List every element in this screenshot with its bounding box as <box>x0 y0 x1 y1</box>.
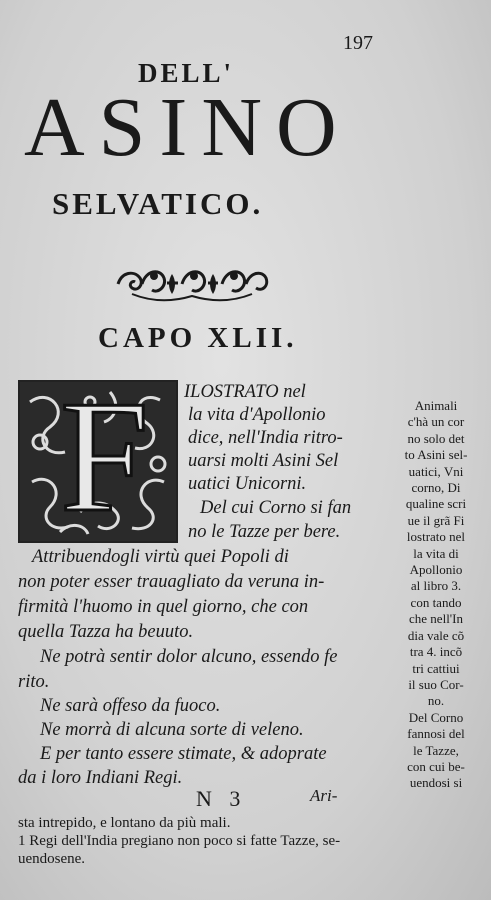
margin-note-line: la vita di <box>413 545 459 561</box>
margin-note-line: dia vale cõ <box>407 627 465 643</box>
body-line: Del cui Corno si fan <box>200 498 352 518</box>
decorated-initial <box>18 367 178 545</box>
footnote-line: 1 Regi dell'India pregiano non poco si fatte Tazze, se- <box>18 833 341 849</box>
margin-note-line: to Asini sel- <box>404 447 468 463</box>
body-line: da i loro Indiani Regi. <box>18 768 183 788</box>
margin-note-line: lostrato nel <box>406 529 466 545</box>
margin-note-line: c'hà un cor <box>407 414 465 430</box>
margin-note-line: Animali <box>414 398 458 413</box>
margin-note-line: con tando <box>410 594 462 610</box>
margin-note-line: Del Corno <box>408 709 464 725</box>
margin-note-line: al libro 3. <box>410 578 462 594</box>
fleuron-ornament <box>112 262 272 308</box>
margin-note-line: uendosi si <box>409 775 463 791</box>
footnote-line: sta intrepido, e lontano da più mali. <box>18 815 231 831</box>
margin-note-line: Apollonio <box>409 562 463 578</box>
title-line-1: DELL' <box>138 58 235 88</box>
margin-note-line: che nell'In <box>409 611 463 627</box>
margin-note-line: ue il grã Fi <box>407 512 465 528</box>
body-line: dice, nell'India ritro- <box>188 428 343 448</box>
signature-mark: N 3 <box>196 786 247 811</box>
margin-note-line: con cui be- <box>407 758 465 774</box>
margin-note-line: tri cattiui <box>412 660 460 676</box>
margin-note-line: fannosi del <box>407 726 465 742</box>
margin-note-line: il suo Cor- <box>408 676 464 692</box>
body-line: no le Tazze per bere. <box>188 522 341 542</box>
body-line: Ne morrà di alcuna sorte di veleno. <box>40 720 304 740</box>
title-line-3: SELVATICO. <box>52 186 264 221</box>
body-line: quella Tazza ha beuuto. <box>18 622 194 642</box>
fleuron-ornament-graphic <box>112 262 272 304</box>
title-line-2: ASINO <box>24 81 351 174</box>
body-line: Ne sarà offeso da fuoco. <box>40 696 221 716</box>
body-line: uatici Unicorni. <box>188 474 307 494</box>
margin-note-line: qualine scri <box>405 496 467 512</box>
body-line: firmità l'huomo in quel giorno, che con <box>18 597 309 617</box>
margin-note-line: no. <box>427 693 445 709</box>
margin-note-line: tra 4. incõ <box>409 644 463 660</box>
body-line: Attribuendogli virtù quei Popoli di <box>32 547 289 567</box>
body-line: la vita d'Apollonio <box>188 405 326 425</box>
chapter-heading: CAPO XLII. <box>98 322 298 354</box>
body-line: non poter esser trauagliato da veruna in- <box>18 572 325 592</box>
body-line: uarsi molti Asini Sel <box>188 451 339 471</box>
body-line: E per tanto essere stimate, & adoprate <box>40 744 327 764</box>
margin-note <box>384 398 488 792</box>
body-line: ILOSTRATO nel <box>184 382 306 402</box>
margin-note-line: no solo det <box>407 430 465 446</box>
page-number: 197 <box>343 32 373 54</box>
margin-note-line: uatici, Vni <box>408 463 464 479</box>
drop-cap-letter: F <box>60 367 149 545</box>
body-line: rito. <box>18 672 50 692</box>
margin-note-line: corno, Di <box>411 480 461 496</box>
body-line: Ne potrà sentir dolor alcuno, essendo fe <box>40 647 338 667</box>
catchword: Ari- <box>310 786 338 805</box>
margin-note-line: le Tazze, <box>413 742 459 758</box>
footnote-line: uendosene. <box>18 851 86 867</box>
